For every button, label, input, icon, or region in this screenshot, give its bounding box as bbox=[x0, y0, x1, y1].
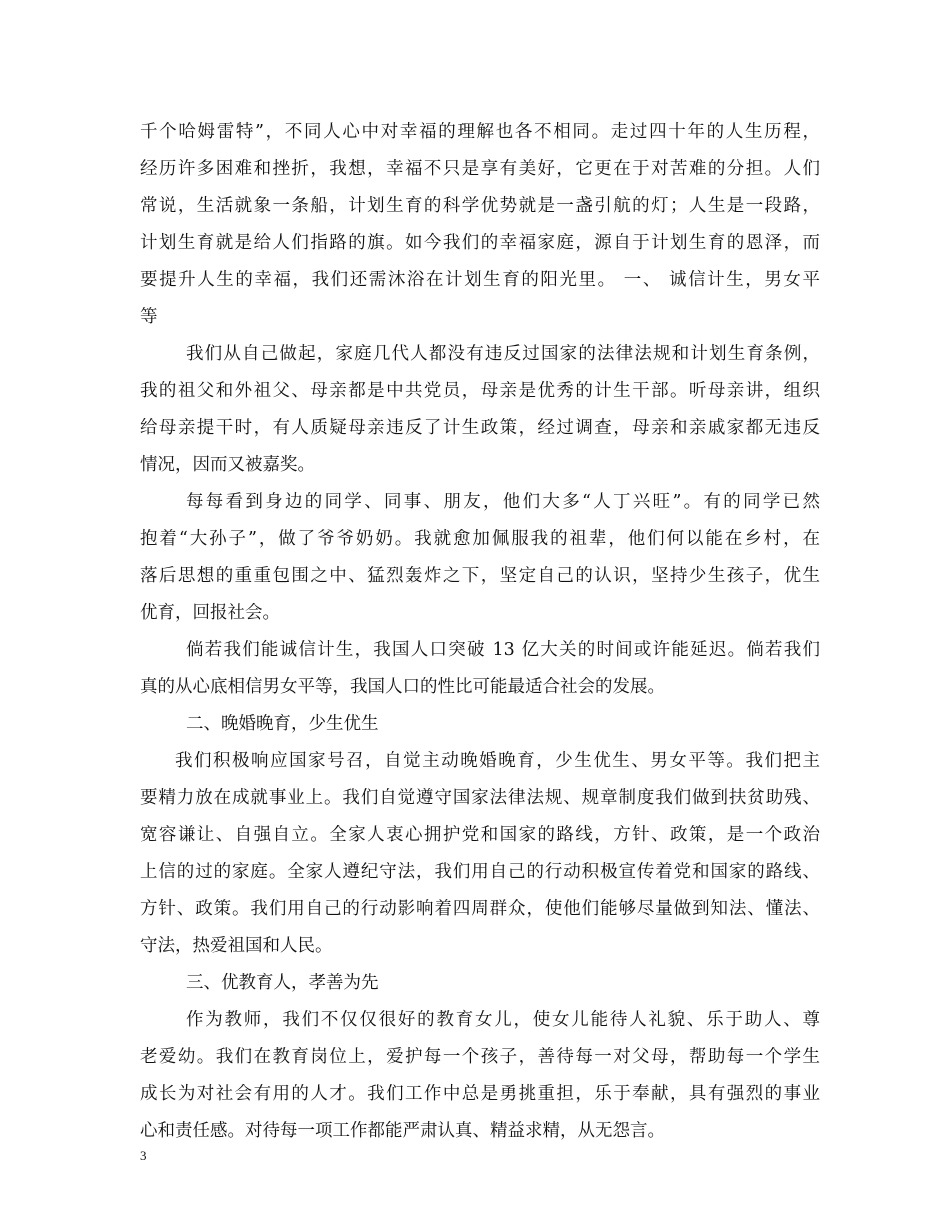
text-line: 常说，生活就象一条船，计划生育的科学优势就是一盏引航的灯；人生是一段路， bbox=[140, 196, 820, 216]
section-heading: 二、晚婚晚育，少生优生 bbox=[186, 714, 379, 734]
text-line: 宽容谦让、自强自立。全家人衷心拥护党和国家的路线，方针、政策，是一个政治 bbox=[140, 825, 820, 845]
text-line: 上信的过的家庭。全家人遵纪守法，我们用自己的行动积极宣传着党和国家的路线、 bbox=[140, 862, 820, 882]
text-line: 给母亲提干时，有人质疑母亲违反了计生政策，经过调查，母亲和亲戚家都无违反 bbox=[140, 418, 820, 438]
text-line: 优育，回报社会。 bbox=[140, 603, 280, 623]
text-line: 等 bbox=[140, 307, 158, 327]
text-line: 老爱幼。我们在教育岗位上，爱护每一个孩子，善待每一对父母，帮助每一个学生 bbox=[140, 1047, 820, 1067]
text-line: 方针、政策。我们用自己的行动影响着四周群众，使他们能够尽量做到知法、懂法、 bbox=[140, 899, 820, 919]
text-line: 抱着“大孙子”，做了爷爷奶奶。我就愈加佩服我的祖辈，他们何以能在乡村，在 bbox=[140, 529, 820, 549]
text-line: 计划生育就是给人们指路的旗。如今我们的幸福家庭，源自于计划生育的恩泽，而 bbox=[140, 233, 820, 253]
text-line: 守法，热爱祖国和人民。 bbox=[140, 936, 333, 956]
paragraph-first-line: 作为教师，我们不仅仅很好的教育女儿，使女儿能待人礼貌、乐于助人、尊 bbox=[186, 1010, 820, 1030]
text-line: 我的祖父和外祖父、母亲都是中共党员，母亲是优秀的计生干部。听母亲讲，组织 bbox=[140, 381, 820, 401]
text-line: 要提升人生的幸福，我们还需沐浴在计划生育的阳光里。 一、 诚信计生，男女平 bbox=[140, 270, 820, 290]
text-line: 经历许多困难和挫折，我想，幸福不只是享有美好，它更在于对苦难的分担。人们 bbox=[140, 159, 820, 179]
text-line: 要精力放在成就事业上。我们自觉遵守国家法律法规、规章制度我们做到扶贫助残、 bbox=[140, 788, 820, 808]
text-line: 情况，因而又被嘉奖。 bbox=[140, 455, 315, 475]
section-heading: 三、优教育人，孝善为先 bbox=[186, 973, 379, 993]
paragraph-first-line: 我们从自己做起，家庭几代人都没有违反过国家的法律法规和计划生育条例， bbox=[186, 344, 820, 364]
text-line: 千个哈姆雷特”，不同人心中对幸福的理解也各不相同。走过四十年的人生历程， bbox=[140, 122, 820, 142]
text-line: 心和责任感。对待每一项工作都能严肃认真、精益求精，从无怨言。 bbox=[140, 1121, 665, 1141]
paragraph-first-line: 我们积极响应国家号召，自觉主动晚婚晚育，少生优生、男女平等。我们把主 bbox=[175, 751, 820, 771]
text-line: 落后思想的重重包围之中、猛烈轰炸之下，坚定自己的认识，坚持少生孩子，优生 bbox=[140, 566, 820, 586]
paragraph-first-line: 每每看到身边的同学、同事、朋友，他们大多“人丁兴旺”。有的同学已然 bbox=[186, 492, 820, 512]
text-line: 成长为对社会有用的人才。我们工作中总是勇挑重担，乐于奉献，具有强烈的事业 bbox=[140, 1084, 820, 1104]
page-number: 3 bbox=[140, 1148, 147, 1163]
text-line: 真的从心底相信男女平等，我国人口的性比可能最适合社会的发展。 bbox=[140, 677, 665, 697]
paragraph-first-line: 倘若我们能诚信计生，我国人口突破 13 亿大关的时间或许能延迟。倘若我们 bbox=[186, 640, 820, 660]
